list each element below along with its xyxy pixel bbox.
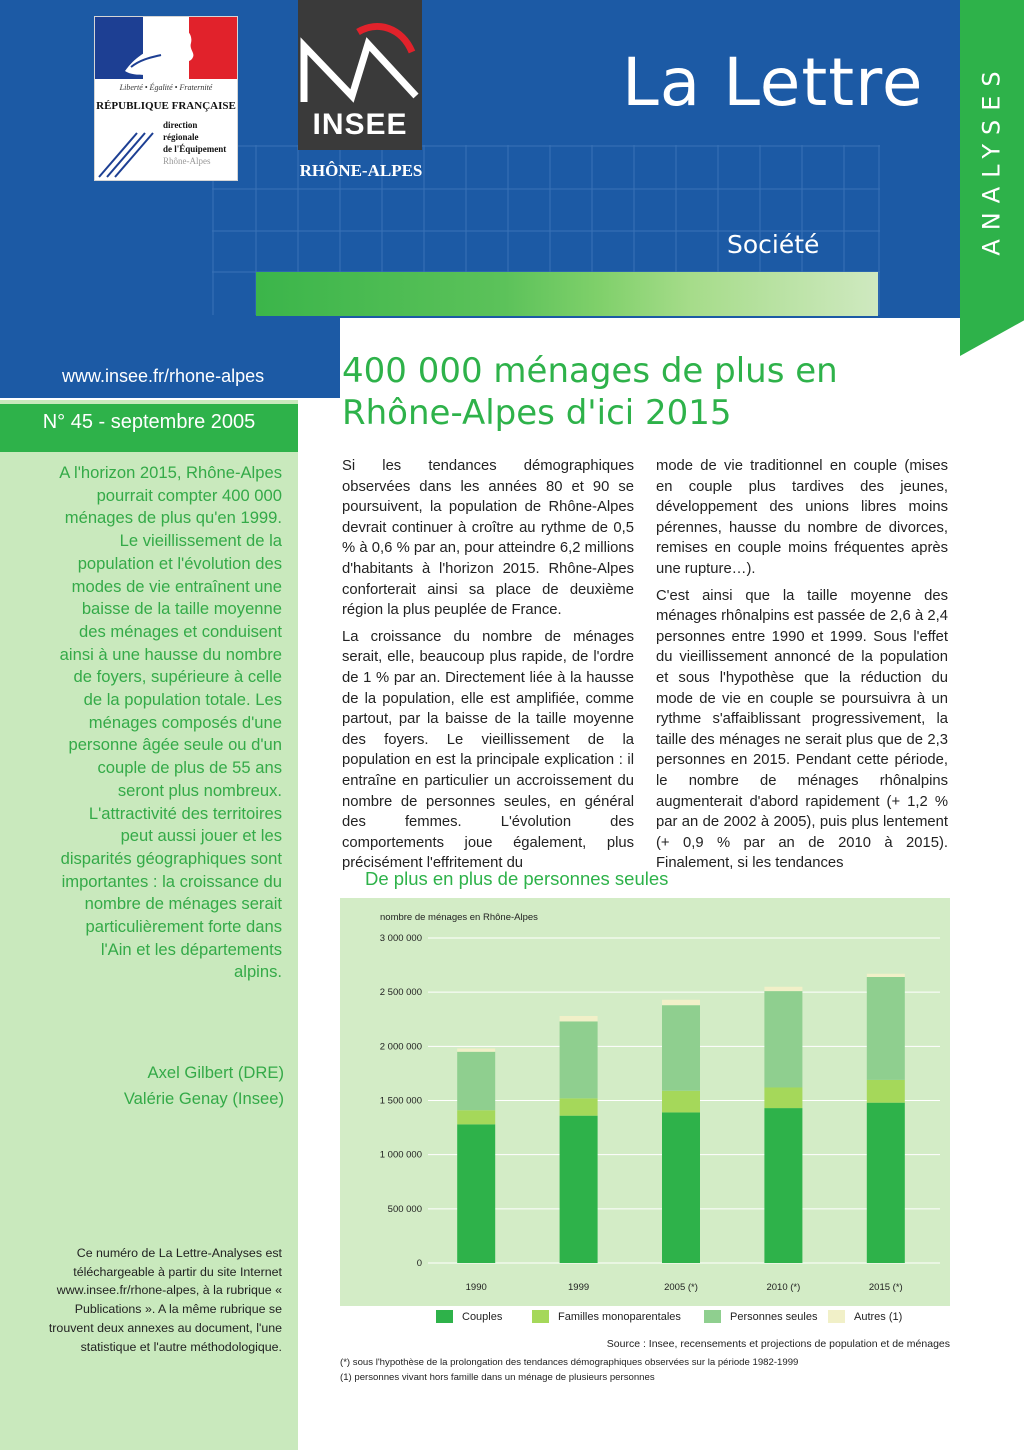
y-tick-label: 1 500 000 <box>379 1095 422 1107</box>
rf-name: RÉPUBLIQUE FRANÇAISE <box>96 100 236 112</box>
publication-title: La Lettre <box>622 44 924 121</box>
bar-segment <box>662 1091 700 1113</box>
bar-segment <box>867 1080 905 1103</box>
chart-footnote: (1) personnes vivant hors famille dans un ménage de plusieurs personnes <box>340 1372 655 1383</box>
bar-segment <box>457 1049 495 1052</box>
insee-word: INSEE <box>312 108 408 141</box>
bar-segment <box>867 1103 905 1263</box>
x-tick-label: 1990 <box>465 1282 487 1293</box>
chart-title: De plus en plus de personnes seules <box>365 868 669 889</box>
author: Axel Gilbert (DRE) <box>147 1063 284 1082</box>
bar-segment <box>560 1098 598 1115</box>
bar-segment <box>457 1110 495 1124</box>
bar-segment <box>764 1088 802 1109</box>
x-tick-label: 2010 (*) <box>766 1282 801 1293</box>
legend-swatch <box>828 1310 845 1323</box>
paragraph: C'est ainsi que la taille moyenne des ménages rhônalpins est passée de 2,6 à 2,4 personnes entre 1990 et 1999. Sous l'effet du vieillissement annoncé de la population et sous l'hypothèse que la réduction du mode de vie en couple se poursuivra à un rythme s'affaiblissant progressivement, la taille des ménages ne serait plus que de 2,3 personnes en 2015. Pendant cette période, le nombre de ménages rhônalpins augmenterait d'abord rapidement (+ 1,2 % par an de 2002 à 2005), puis plus lentement (+ 0,9 % par an de 2010 à 2015). Finalement, si les tendances <box>656 587 948 872</box>
header-photo-band <box>256 272 878 316</box>
legend-label: Couples <box>462 1310 503 1323</box>
legend-label: Autres (1) <box>854 1310 903 1323</box>
y-axis-label: nombre de ménages en Rhône-Alpes <box>380 912 538 923</box>
bar-segment <box>764 1108 802 1263</box>
bar-segment <box>457 1124 495 1263</box>
bar-segment <box>560 1016 598 1021</box>
y-tick-label: 3 000 000 <box>379 933 422 944</box>
republique-francaise-logo <box>94 16 238 181</box>
legend-swatch <box>436 1310 453 1323</box>
legend-swatch <box>532 1310 549 1323</box>
series-label: ANALYSES <box>978 62 1007 256</box>
chart-footnote: (*) sous l'hypothèse de la prolongation des tendances démographiques observées sur la période 1982-1999 <box>340 1357 799 1368</box>
body-column-2 <box>656 456 948 880</box>
legend-item <box>828 1310 902 1323</box>
bar-segment <box>764 987 802 991</box>
website-link[interactable]: www.insee.fr/rhone-alpes <box>62 366 265 386</box>
y-tick-label: 1 000 000 <box>379 1149 422 1161</box>
bar-segment <box>560 1116 598 1263</box>
bar-segment <box>662 1000 700 1005</box>
legend-label: Personnes seules <box>730 1310 818 1323</box>
article-title: 400 000 ménages de plus en Rhône-Alpes d'ici 2015 <box>342 351 838 433</box>
author: Valérie Genay (Insee) <box>123 1089 284 1108</box>
legend-label: Familles monoparentales <box>558 1310 681 1323</box>
bar-segment <box>457 1052 495 1111</box>
chart-legend <box>436 1310 936 1332</box>
theme-label: Société <box>727 230 820 259</box>
body-column-1 <box>342 456 634 880</box>
download-note: Ce numéro de La Lettre-Analyses est téléchargeable à partir du site Internet www.insee.fr/rhone-alpes, à la rubrique « Publications ». A la même rubrique se trouvent deux annexes au document, l'une statistique et l'autre méthodologique. <box>48 1246 282 1354</box>
y-tick-label: 2 000 000 <box>379 1041 422 1053</box>
paragraph: La croissance du nombre de ménages serait, elle, beaucoup plus rapide, de l'ordre de 1 % par an. Directement liée à la hausse de la population, elle est amplifiée, comme partout, par la baisse de la taille moyenne des foyers. Le vieillissement de la population en est la principale explication : il entraîne en particulier un accroissement du nombre de personnes seules, en général des femmes. L'évolution des comportements joue également, plus précisément l'effritement du <box>342 628 634 872</box>
insee-logo <box>298 0 422 150</box>
authors <box>100 1060 284 1112</box>
legend-swatch <box>704 1310 721 1323</box>
x-tick-label: 2005 (*) <box>664 1282 698 1293</box>
stacked-bar-chart <box>340 898 950 1306</box>
insee-logo-mark-icon <box>298 10 422 110</box>
summary: A l'horizon 2015, Rhône-Alpes pourrait compter 400 000 ménages de plus qu'en 1999. Le vieillissement de la population et l'évolution des modes de vie entraînent une baisse de la taille moyenne des ménages et conduisent ainsi à une hausse du nombre de foyers, supérieure à celle de la population totale. Les ménages composés d'une personne âgée seule ou d'un couple de plus de 55 ans seront plus nombreux. L'attractivité des territoires peut aussi jouer et les disparités géographiques sont importantes : la croissance du nombre de ménages serait particulièrement forte dans l'Ain et les départements alpins. <box>59 463 282 982</box>
y-tick-label: 500 000 <box>387 1203 422 1215</box>
marianne-flag-icon <box>95 17 237 79</box>
x-tick-label: 2015 (*) <box>868 1282 903 1293</box>
bar-segment <box>662 1112 700 1263</box>
insee-region: RHÔNE-ALPES <box>299 161 423 180</box>
legend-item <box>436 1310 502 1323</box>
y-tick-label: 2 500 000 <box>379 987 422 999</box>
x-tick-label: 1999 <box>568 1282 590 1293</box>
legend-item <box>704 1310 817 1323</box>
bar-segment <box>867 974 905 977</box>
issue-number: N° 45 - septembre 2005 <box>42 411 256 433</box>
y-tick-label: 0 <box>416 1258 422 1269</box>
bar-segment <box>560 1021 598 1098</box>
paragraph: mode de vie traditionnel en couple (mises en couple plus tardives des jeunes, développement des unions libres moins pérennes, hausse du nombre de divorces, remises en couple moins fréquentes après une rupture…). <box>656 458 948 577</box>
legend-item <box>532 1310 681 1323</box>
rf-motto: Liberté • Égalité • Fraternité <box>119 83 213 92</box>
bar-segment <box>662 1005 700 1091</box>
chart-source: Source : Insee, recensements et projections de population et de ménages <box>606 1338 950 1350</box>
bar-segment <box>764 991 802 1087</box>
rf-direction: direction régionale de l'Équipement Rhône-Alpes <box>163 120 227 166</box>
paragraph: Si les tendances démographiques observées dans les années 80 et 90 se poursuivent, la population de Rhône-Alpes devrait continuer à croître au rythme de 0,5 % à 0,6 % par an, pour atteindre 6,2 millions d'habitants à l'horizon 2015. Rhône-Alpes conforterait ainsi sa place de deuxième région la plus peuplée de France. <box>342 458 634 619</box>
equipement-lines-icon <box>97 131 157 179</box>
bar-segment <box>867 977 905 1080</box>
